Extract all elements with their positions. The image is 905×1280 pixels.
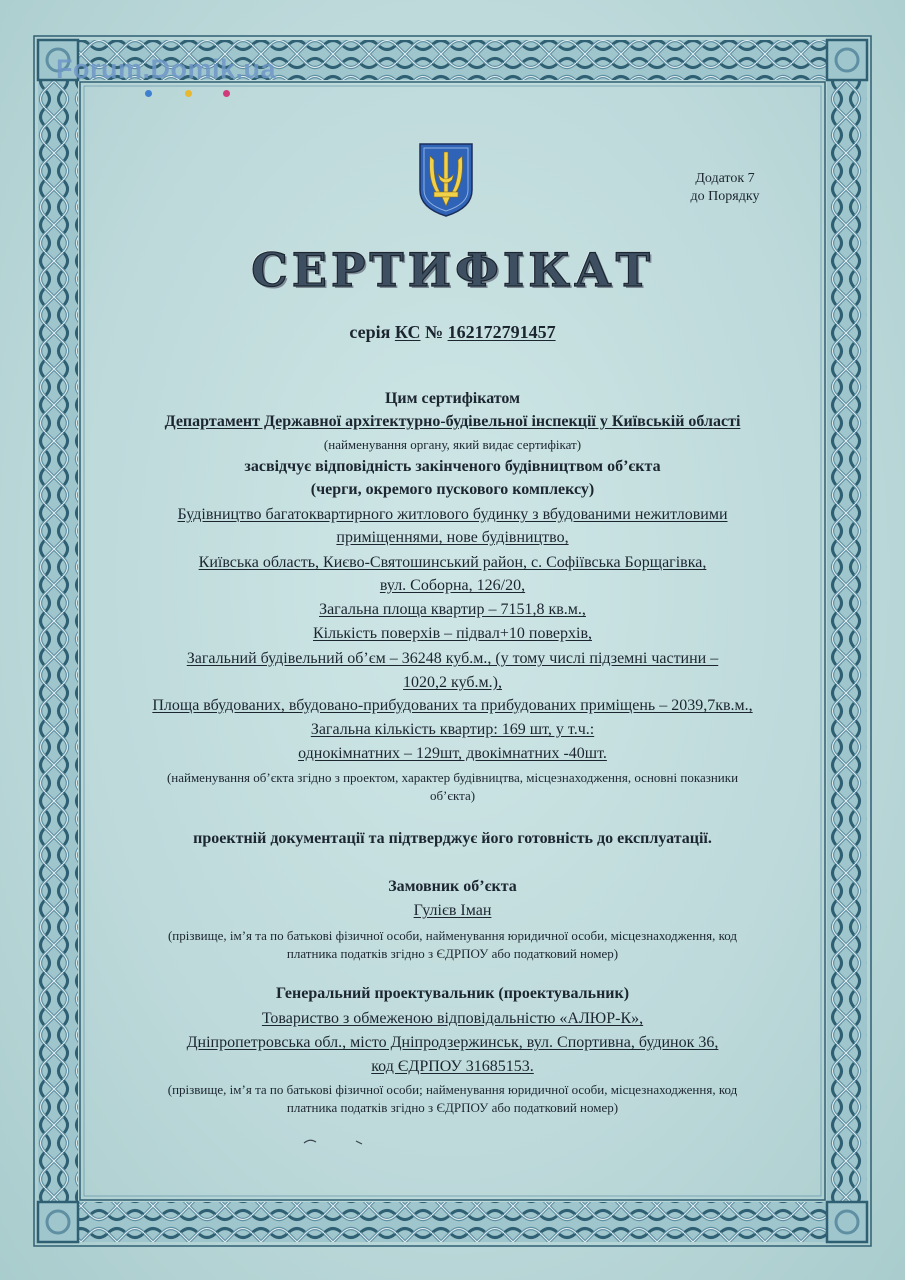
object-line: приміщеннями, нове будівництво, <box>336 529 569 546</box>
series-label: серія <box>349 322 391 342</box>
object-caption-line-2: об’єкта) <box>429 788 476 803</box>
annex-line-2: до Порядку <box>690 189 760 204</box>
issuer-heading: Цим сертифікатом <box>384 390 521 407</box>
customer-heading: Замовник об’єкта <box>388 878 517 895</box>
forum-watermark: Forum.Domik.ua <box>56 54 277 84</box>
designer-line-1: Товариство з обмеженою відповідальністю «АЛЮР-К», <box>261 1010 644 1027</box>
number-sign: № <box>424 322 444 342</box>
conformity-statement: проектній документації та підтверджує його готовність до експлуатації. <box>193 830 712 847</box>
annex-line-1: Додаток 7 <box>695 171 755 186</box>
issuer-name: Департамент Державної архітектурно-будівельної інспекції у Київській області <box>164 413 741 430</box>
certifies-line-1: засвідчує відповідність закінченого будівництвом об’єкта <box>244 458 661 475</box>
designer-line-3: код ЄДРПОУ 31685153. <box>371 1058 534 1075</box>
designer-line-2: Дніпропетровська обл., місто Дніпродзержинськ, вул. Спортивна, будинок 36, <box>186 1034 719 1051</box>
object-line: 1020,2 куб.м.), <box>403 674 502 691</box>
series-code: КС <box>394 322 421 342</box>
customer-caption-1: (прізвище, ім’я та по батькові фізичної особи, найменування юридичної особи, місцезнаходження, код <box>167 928 738 943</box>
designer-caption-1: (прізвище, ім’я та по батькові фізичної особи; найменування юридичної особи, місцезнаходження, код <box>167 1082 738 1097</box>
series-number: 162172791457 <box>447 322 556 342</box>
object-caption-line-1: (найменування об’єкта згідно з проектом, характер будівництва, місцезнаходження, основні показники <box>166 770 739 785</box>
designer-caption-2: платника податків згідно з ЄДРПОУ або податковий номер) <box>286 1100 619 1115</box>
designer-heading: Генеральний проектувальник (проектувальник) <box>275 985 630 1002</box>
certificate-title: СЕРТИФІКАТ <box>251 243 654 297</box>
object-line: Площа вбудованих, вбудовано-прибудованих та прибудованих приміщень – 2039,7кв.м., <box>152 697 753 714</box>
object-line: Загальна кількість квартир: 169 шт, у т.ч.: <box>310 721 595 738</box>
ink-mark <box>350 1135 410 1149</box>
annex-note <box>680 170 770 206</box>
object-line: вул. Соборна, 126/20, <box>379 577 526 594</box>
object-line: Загальна площа квартир – 7151,8 кв.м., <box>319 601 586 618</box>
issuer-caption: (найменування органу, який видає сертифікат) <box>323 437 582 452</box>
customer-caption-2: платника податків згідно з ЄДРПОУ або податковий номер) <box>286 946 619 961</box>
trident-emblem-icon <box>416 140 476 218</box>
object-line: Будівництво багатоквартирного житлового будинку з вбудованими нежитловими <box>177 506 728 523</box>
customer-name: Гулієв Іман <box>413 902 492 919</box>
certifies-line-2: (черги, окремого пускового комплексу) <box>310 481 595 498</box>
object-line: Загальний будівельний об’єм – 36248 куб.м., (у тому числі підземні частини – <box>186 650 719 667</box>
series-line <box>0 322 905 343</box>
watermark-dots <box>145 90 245 98</box>
object-line: Кількість поверхів – підвал+10 поверхів, <box>313 625 592 642</box>
object-line: Київська область, Києво-Святошинський район, с. Софіївська Борщагівка, <box>198 554 707 571</box>
object-line: однокімнатних – 129шт, двокімнатних -40шт. <box>298 745 607 762</box>
